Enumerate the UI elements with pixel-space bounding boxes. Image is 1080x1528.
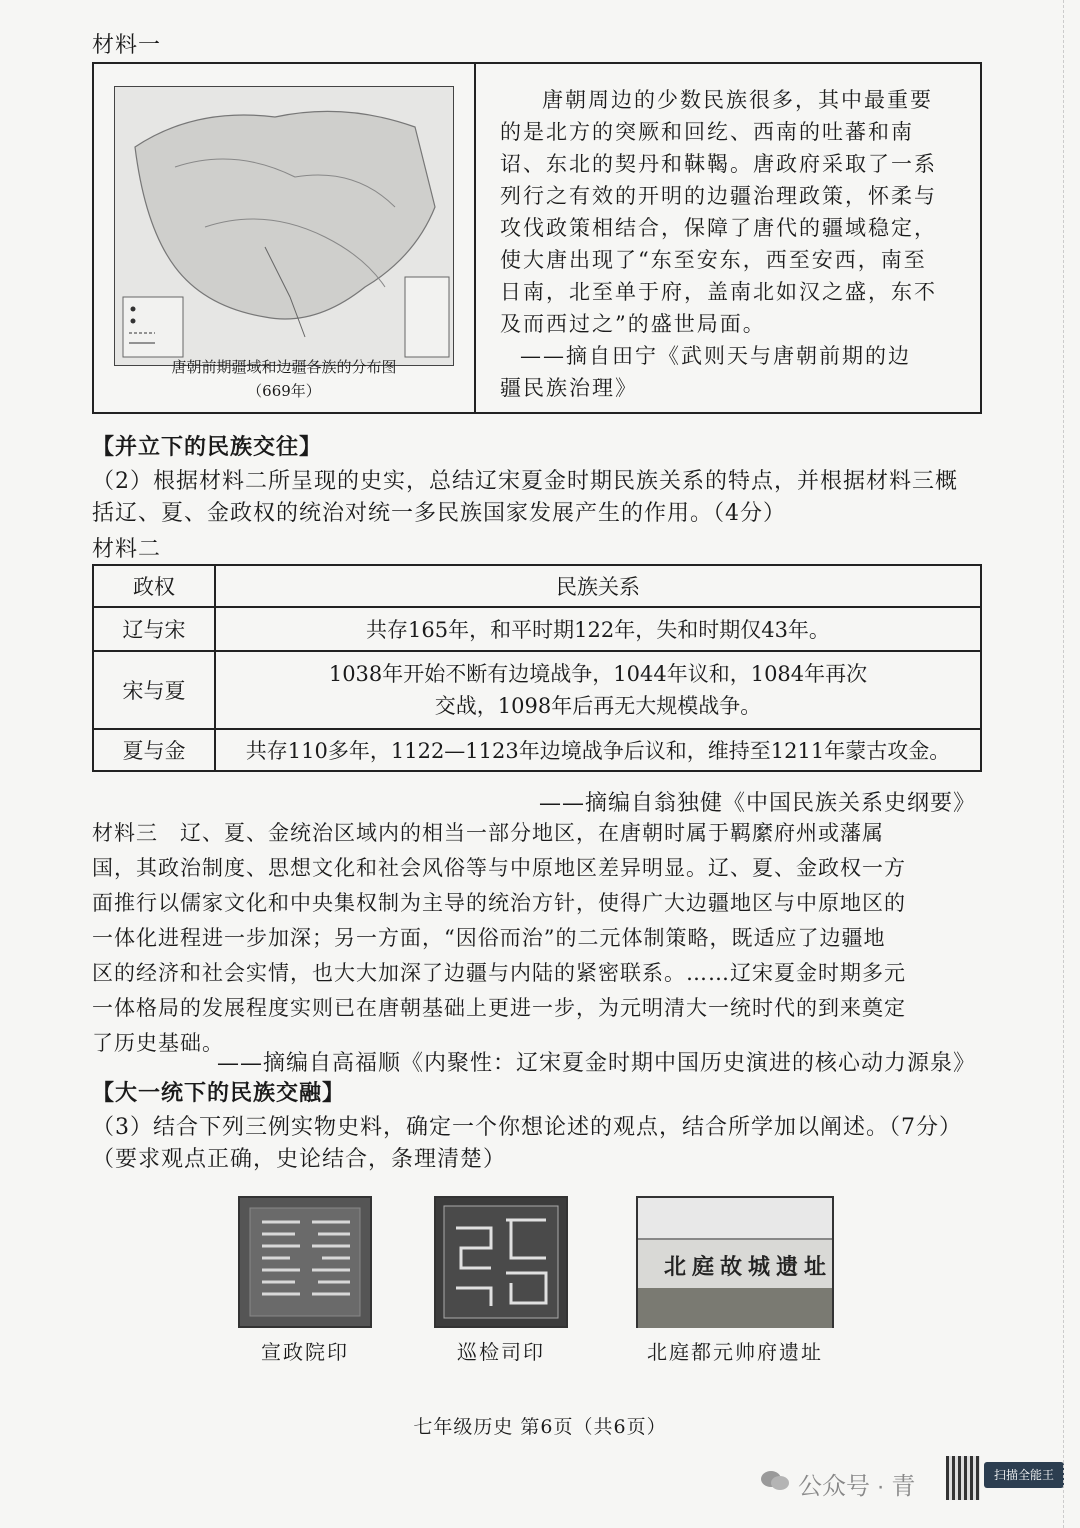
picture-caption: 巡检司印 bbox=[457, 1340, 545, 1364]
map-caption: 唐朝前期疆域和边疆各族的分布图 bbox=[171, 358, 397, 376]
material3-line: 一体格局的发展程度实则已在唐朝基础上更进一步，为元明清大一统时代的到来奠定 bbox=[92, 996, 906, 1020]
section2-heading: 【并立下的民族交往】 bbox=[92, 434, 323, 460]
binding-line bbox=[1063, 0, 1078, 1528]
material3-line: 了历史基础。 bbox=[92, 1031, 224, 1055]
relation-cell bbox=[215, 607, 981, 651]
table-header-regime: 政权 bbox=[93, 565, 215, 607]
quote-line: 唐朝周边的少数民族很多，其中最重要 bbox=[542, 88, 933, 112]
wechat-icon-shape bbox=[760, 1470, 790, 1492]
question-2-line2: 括辽、夏、金政权的统治对统一多民族国家发展产生的作用。（4分） bbox=[92, 501, 786, 526]
material3-line: 一体化进程进一步加深；另一方面，“因俗而治”的二元体制策略，既适应了边疆地 bbox=[92, 926, 886, 950]
quote-line: 攻伐政策相结合，保障了唐代的疆域稳定， bbox=[500, 216, 937, 240]
relations-table bbox=[92, 564, 982, 772]
material3-line: 区的经济和社会实情，也大大加深了边疆与内陆的紧密联系。……辽宋夏金时期多元 bbox=[92, 961, 906, 985]
scanner-badge: 扫描全能王 bbox=[984, 1462, 1064, 1488]
quote-line: 列行之有效的开明的边疆治理政策，怀柔与 bbox=[500, 184, 937, 208]
table-row bbox=[93, 729, 981, 771]
regime-cell: 宋与夏 bbox=[93, 651, 215, 729]
xuanzheng-seal-image bbox=[238, 1196, 372, 1328]
material1-label: 材料一 bbox=[92, 33, 162, 58]
material3-line: 面推行以儒家文化和中央集权制为主导的统治方针，使得广大边疆地区与中原地区的 bbox=[92, 891, 906, 915]
table-row bbox=[93, 651, 981, 729]
quote-line: 及而西过之”的盛世局面。 bbox=[500, 312, 766, 336]
section3-heading: 【大一统下的民族交融】 bbox=[92, 1080, 346, 1106]
table-header-relation: 民族关系 bbox=[215, 565, 981, 607]
seal-pattern bbox=[436, 1198, 566, 1326]
map-caption-year: （669年） bbox=[247, 382, 321, 400]
regime-cell: 辽与宋 bbox=[93, 607, 215, 651]
map-drawing bbox=[115, 87, 454, 366]
qr-code bbox=[946, 1456, 980, 1500]
material3-source: ——摘编自高福顺《内聚性：辽宋夏金时期中国历史演进的核心动力源泉》 bbox=[216, 1051, 976, 1076]
table-source: ——摘编自翁独健《中国民族关系史纲要》 bbox=[538, 791, 976, 816]
material1-divider bbox=[474, 64, 476, 412]
quote-line: 诏、东北的契丹和靺鞨。唐政府采取了一系 bbox=[500, 152, 937, 176]
beiting-ruins-image bbox=[636, 1196, 834, 1328]
question-3: （3）结合下列三例实物史料，确定一个你想论述的观点，结合所学加以阐述。（7分） bbox=[92, 1115, 962, 1140]
relation-cell bbox=[215, 651, 981, 729]
xunjian-seal-image bbox=[434, 1196, 568, 1328]
question-2-line1: （2）根据材料二所呈现的史实，总结辽宋夏金时期民族关系的特点，并根据材料三概 bbox=[92, 469, 958, 494]
material3-line: 材料三 辽、夏、金统治区域内的相当一部分地区，在唐朝时属于羁縻府州或藩属 bbox=[92, 821, 884, 845]
picture-caption: 宣政院印 bbox=[261, 1340, 349, 1364]
material2-label: 材料二 bbox=[92, 537, 162, 562]
relation-text: 共存165年，和平时期122年，失和时期仅43年。 bbox=[366, 618, 830, 642]
tang-map-image bbox=[114, 86, 454, 366]
question-3-requirement: （要求观点正确，史论结合，条理清楚） bbox=[92, 1147, 507, 1172]
watermark: 公众号 · 青 bbox=[798, 1473, 916, 1500]
relation-cell bbox=[215, 729, 981, 771]
quote-line: 使大唐出现了“东至安东，西至安西，南至 bbox=[500, 248, 927, 272]
seal-pattern bbox=[240, 1198, 370, 1326]
material1-box bbox=[92, 62, 982, 414]
quote-source: ——摘自田宁《武则天与唐朝前期的边 bbox=[520, 344, 911, 368]
material3-line: 国，其政治制度、思想文化和社会风俗等与中原地区差异明显。辽、夏、金政权一方 bbox=[92, 856, 906, 880]
table-row bbox=[93, 607, 981, 651]
relation-text: 交战，1098年后再无大规模战争。 bbox=[434, 694, 762, 718]
ruins-sign: 北庭故城遗址 bbox=[664, 1254, 833, 1280]
page-footer: 七年级历史 第6页（共6页） bbox=[413, 1416, 667, 1438]
quote-line: 日南，北至单于府，盖南北如汉之盛，东不 bbox=[500, 280, 937, 304]
relation-text: 共存110多年，1122—1123年边境战争后议和，维持至1211年蒙古攻金。 bbox=[245, 739, 951, 763]
quote-source-cont: 疆民族治理》 bbox=[500, 376, 638, 400]
wechat-icon bbox=[760, 1470, 790, 1492]
quote-line: 的是北方的突厥和回纥、西南的吐蕃和南 bbox=[500, 120, 914, 144]
relation-text: 1038年开始不断有边境战争，1044年议和，1084年再次 bbox=[328, 662, 868, 686]
sky bbox=[638, 1198, 832, 1238]
regime-cell: 夏与金 bbox=[93, 729, 215, 771]
picture-caption: 北庭都元帅府遗址 bbox=[647, 1340, 823, 1364]
ground bbox=[638, 1288, 832, 1328]
